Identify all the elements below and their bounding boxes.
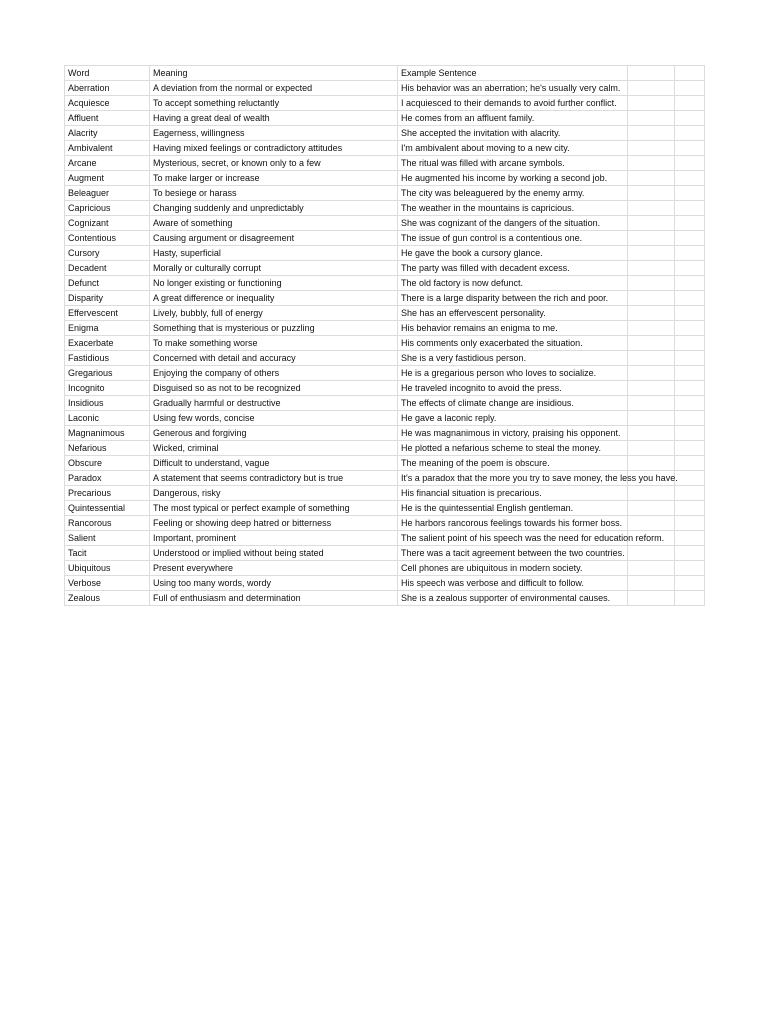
empty-cell <box>628 426 675 441</box>
example-cell: He was magnanimous in victory, praising his opponent. <box>398 426 628 441</box>
empty-cell <box>675 426 705 441</box>
word-cell: Salient <box>65 531 150 546</box>
empty-cell <box>675 126 705 141</box>
empty-cell <box>628 306 675 321</box>
empty-cell <box>628 516 675 531</box>
empty-cell <box>675 201 705 216</box>
table-row <box>65 216 705 231</box>
empty-cell <box>628 246 675 261</box>
table-row <box>65 531 705 546</box>
meaning-cell: Dangerous, risky <box>150 486 398 501</box>
word-cell: Precarious <box>65 486 150 501</box>
example-cell: It's a paradox that the more you try to save money, the less you have. <box>398 471 628 486</box>
table-row <box>65 291 705 306</box>
example-cell: I'm ambivalent about moving to a new city. <box>398 141 628 156</box>
word-cell: Insidious <box>65 396 150 411</box>
empty-cell <box>628 276 675 291</box>
word-cell: Arcane <box>65 156 150 171</box>
word-cell: Decadent <box>65 261 150 276</box>
word-cell: Quintessential <box>65 501 150 516</box>
example-cell: There is a large disparity between the rich and poor. <box>398 291 628 306</box>
example-cell: His behavior was an aberration; he's usually very calm. <box>398 81 628 96</box>
header-meaning: Meaning <box>150 66 398 81</box>
table-row <box>65 171 705 186</box>
table-row <box>65 486 705 501</box>
example-cell: She has an effervescent personality. <box>398 306 628 321</box>
example-cell: The ritual was filled with arcane symbols. <box>398 156 628 171</box>
word-cell: Alacrity <box>65 126 150 141</box>
word-cell: Obscure <box>65 456 150 471</box>
meaning-cell: Lively, bubbly, full of energy <box>150 306 398 321</box>
empty-cell <box>628 336 675 351</box>
empty-cell <box>675 351 705 366</box>
table-row <box>65 501 705 516</box>
empty-cell <box>675 366 705 381</box>
empty-cell <box>628 156 675 171</box>
empty-cell <box>675 306 705 321</box>
empty-cell <box>628 141 675 156</box>
table-row <box>65 231 705 246</box>
example-cell: The effects of climate change are insidious. <box>398 396 628 411</box>
empty-cell <box>628 321 675 336</box>
example-cell: She is a zealous supporter of environmental causes. <box>398 591 628 606</box>
empty-cell <box>628 576 675 591</box>
table-row <box>65 561 705 576</box>
example-cell: He plotted a nefarious scheme to steal the money. <box>398 441 628 456</box>
table-row <box>65 276 705 291</box>
word-cell: Contentious <box>65 231 150 246</box>
word-cell: Magnanimous <box>65 426 150 441</box>
table-row <box>65 396 705 411</box>
table-row <box>65 336 705 351</box>
meaning-cell: Important, prominent <box>150 531 398 546</box>
example-cell: The city was beleaguered by the enemy army. <box>398 186 628 201</box>
empty-cell <box>675 396 705 411</box>
meaning-cell: Having mixed feelings or contradictory attitudes <box>150 141 398 156</box>
table-row <box>65 591 705 606</box>
table-row <box>65 456 705 471</box>
example-cell: The weather in the mountains is capricious. <box>398 201 628 216</box>
meaning-cell: A deviation from the normal or expected <box>150 81 398 96</box>
word-cell: Exacerbate <box>65 336 150 351</box>
word-cell: Aberration <box>65 81 150 96</box>
word-cell: Rancorous <box>65 516 150 531</box>
meaning-cell: Disguised so as not to be recognized <box>150 381 398 396</box>
example-cell: He comes from an affluent family. <box>398 111 628 126</box>
example-cell: He augmented his income by working a second job. <box>398 171 628 186</box>
empty-cell <box>675 231 705 246</box>
word-cell: Incognito <box>65 381 150 396</box>
example-cell: The salient point of his speech was the need for education reform. <box>398 531 628 546</box>
meaning-cell: Morally or culturally corrupt <box>150 261 398 276</box>
example-cell: He harbors rancorous feelings towards his former boss. <box>398 516 628 531</box>
empty-cell <box>628 291 675 306</box>
meaning-cell: To accept something reluctantly <box>150 96 398 111</box>
table-row <box>65 156 705 171</box>
meaning-cell: Aware of something <box>150 216 398 231</box>
example-cell: The old factory is now defunct. <box>398 276 628 291</box>
word-cell: Acquiesce <box>65 96 150 111</box>
table-row <box>65 381 705 396</box>
table-row <box>65 141 705 156</box>
empty-cell <box>675 276 705 291</box>
word-cell: Tacit <box>65 546 150 561</box>
meaning-cell: Full of enthusiasm and determination <box>150 591 398 606</box>
empty-cell <box>628 216 675 231</box>
table-row <box>65 351 705 366</box>
empty-cell <box>628 381 675 396</box>
empty-cell <box>628 111 675 126</box>
meaning-cell: Mysterious, secret, or known only to a few <box>150 156 398 171</box>
word-cell: Capricious <box>65 201 150 216</box>
empty-cell <box>675 291 705 306</box>
vocabulary-table <box>64 65 705 606</box>
empty-cell <box>675 546 705 561</box>
table-row <box>65 321 705 336</box>
example-cell: She is a very fastidious person. <box>398 351 628 366</box>
word-cell: Disparity <box>65 291 150 306</box>
example-cell: His comments only exacerbated the situation. <box>398 336 628 351</box>
empty-cell <box>628 456 675 471</box>
meaning-cell: To make larger or increase <box>150 171 398 186</box>
empty-cell <box>628 501 675 516</box>
empty-cell <box>675 321 705 336</box>
word-cell: Paradox <box>65 471 150 486</box>
meaning-cell: A great difference or inequality <box>150 291 398 306</box>
empty-cell <box>675 156 705 171</box>
example-cell: His financial situation is precarious. <box>398 486 628 501</box>
example-cell: He is the quintessential English gentleman. <box>398 501 628 516</box>
table-row <box>65 201 705 216</box>
word-cell: Effervescent <box>65 306 150 321</box>
table-row <box>65 426 705 441</box>
meaning-cell: Enjoying the company of others <box>150 366 398 381</box>
table-row <box>65 366 705 381</box>
empty-cell <box>628 396 675 411</box>
empty-cell <box>628 411 675 426</box>
word-cell: Defunct <box>65 276 150 291</box>
empty-cell <box>675 261 705 276</box>
empty-cell <box>675 246 705 261</box>
word-cell: Cursory <box>65 246 150 261</box>
word-cell: Beleaguer <box>65 186 150 201</box>
meaning-cell: Having a great deal of wealth <box>150 111 398 126</box>
example-cell: His speech was verbose and difficult to follow. <box>398 576 628 591</box>
header-row <box>65 66 705 81</box>
empty-cell <box>628 96 675 111</box>
example-cell: There was a tacit agreement between the two countries. <box>398 546 628 561</box>
empty-cell <box>628 66 675 81</box>
table-row <box>65 546 705 561</box>
example-cell: I acquiesced to their demands to avoid further conflict. <box>398 96 628 111</box>
meaning-cell: Changing suddenly and unpredictably <box>150 201 398 216</box>
empty-cell <box>628 171 675 186</box>
meaning-cell: To make something worse <box>150 336 398 351</box>
example-cell: Cell phones are ubiquitous in modern society. <box>398 561 628 576</box>
empty-cell <box>675 501 705 516</box>
empty-cell <box>628 351 675 366</box>
empty-cell <box>675 411 705 426</box>
empty-cell <box>628 81 675 96</box>
example-cell: The issue of gun control is a contentious one. <box>398 231 628 246</box>
table-row <box>65 81 705 96</box>
empty-cell <box>628 186 675 201</box>
example-cell: His behavior remains an enigma to me. <box>398 321 628 336</box>
table-row <box>65 441 705 456</box>
meaning-cell: Generous and forgiving <box>150 426 398 441</box>
table-row <box>65 186 705 201</box>
meaning-cell: A statement that seems contradictory but is true <box>150 471 398 486</box>
empty-cell <box>675 471 705 486</box>
example-cell: He traveled incognito to avoid the press. <box>398 381 628 396</box>
meaning-cell: To besiege or harass <box>150 186 398 201</box>
meaning-cell: Causing argument or disagreement <box>150 231 398 246</box>
empty-cell <box>675 456 705 471</box>
example-cell: He is a gregarious person who loves to socialize. <box>398 366 628 381</box>
example-cell: The party was filled with decadent excess. <box>398 261 628 276</box>
empty-cell <box>675 576 705 591</box>
meaning-cell: Present everywhere <box>150 561 398 576</box>
header-example-sentence: Example Sentence <box>398 66 628 81</box>
empty-cell <box>628 546 675 561</box>
word-cell: Nefarious <box>65 441 150 456</box>
word-cell: Cognizant <box>65 216 150 231</box>
meaning-cell: Hasty, superficial <box>150 246 398 261</box>
example-cell: She accepted the invitation with alacrity. <box>398 126 628 141</box>
meaning-cell: Difficult to understand, vague <box>150 456 398 471</box>
vocabulary-sheet <box>64 65 704 606</box>
meaning-cell: Something that is mysterious or puzzling <box>150 321 398 336</box>
table-row <box>65 96 705 111</box>
table-row <box>65 516 705 531</box>
example-cell: He gave a laconic reply. <box>398 411 628 426</box>
empty-cell <box>675 516 705 531</box>
empty-cell <box>675 486 705 501</box>
empty-cell <box>675 66 705 81</box>
example-cell: He gave the book a cursory glance. <box>398 246 628 261</box>
table-row <box>65 411 705 426</box>
table-row <box>65 576 705 591</box>
meaning-cell: No longer existing or functioning <box>150 276 398 291</box>
empty-cell <box>628 591 675 606</box>
word-cell: Ubiquitous <box>65 561 150 576</box>
empty-cell <box>675 81 705 96</box>
empty-cell <box>675 171 705 186</box>
word-cell: Affluent <box>65 111 150 126</box>
meaning-cell: Understood or implied without being stated <box>150 546 398 561</box>
word-cell: Fastidious <box>65 351 150 366</box>
meaning-cell: Feeling or showing deep hatred or bitterness <box>150 516 398 531</box>
word-cell: Laconic <box>65 411 150 426</box>
empty-cell <box>628 126 675 141</box>
word-cell: Augment <box>65 171 150 186</box>
empty-cell <box>675 111 705 126</box>
empty-cell <box>628 231 675 246</box>
word-cell: Enigma <box>65 321 150 336</box>
word-cell: Zealous <box>65 591 150 606</box>
empty-cell <box>628 486 675 501</box>
example-cell: The meaning of the poem is obscure. <box>398 456 628 471</box>
empty-cell <box>675 336 705 351</box>
empty-cell <box>675 561 705 576</box>
meaning-cell: Using few words, concise <box>150 411 398 426</box>
empty-cell <box>675 96 705 111</box>
empty-cell <box>628 441 675 456</box>
meaning-cell: Using too many words, wordy <box>150 576 398 591</box>
empty-cell <box>675 186 705 201</box>
table-row <box>65 306 705 321</box>
table-row <box>65 126 705 141</box>
table-row <box>65 111 705 126</box>
meaning-cell: Concerned with detail and accuracy <box>150 351 398 366</box>
empty-cell <box>628 561 675 576</box>
word-cell: Gregarious <box>65 366 150 381</box>
example-cell: She was cognizant of the dangers of the situation. <box>398 216 628 231</box>
empty-cell <box>628 261 675 276</box>
table-row <box>65 261 705 276</box>
meaning-cell: Eagerness, willingness <box>150 126 398 141</box>
meaning-cell: Wicked, criminal <box>150 441 398 456</box>
empty-cell <box>675 441 705 456</box>
empty-cell <box>675 531 705 546</box>
empty-cell <box>628 366 675 381</box>
empty-cell <box>675 381 705 396</box>
meaning-cell: The most typical or perfect example of something <box>150 501 398 516</box>
table-row <box>65 471 705 486</box>
empty-cell <box>675 141 705 156</box>
empty-cell <box>628 201 675 216</box>
empty-cell <box>675 591 705 606</box>
empty-cell <box>675 216 705 231</box>
table-row <box>65 246 705 261</box>
word-cell: Verbose <box>65 576 150 591</box>
header-word: Word <box>65 66 150 81</box>
meaning-cell: Gradually harmful or destructive <box>150 396 398 411</box>
word-cell: Ambivalent <box>65 141 150 156</box>
